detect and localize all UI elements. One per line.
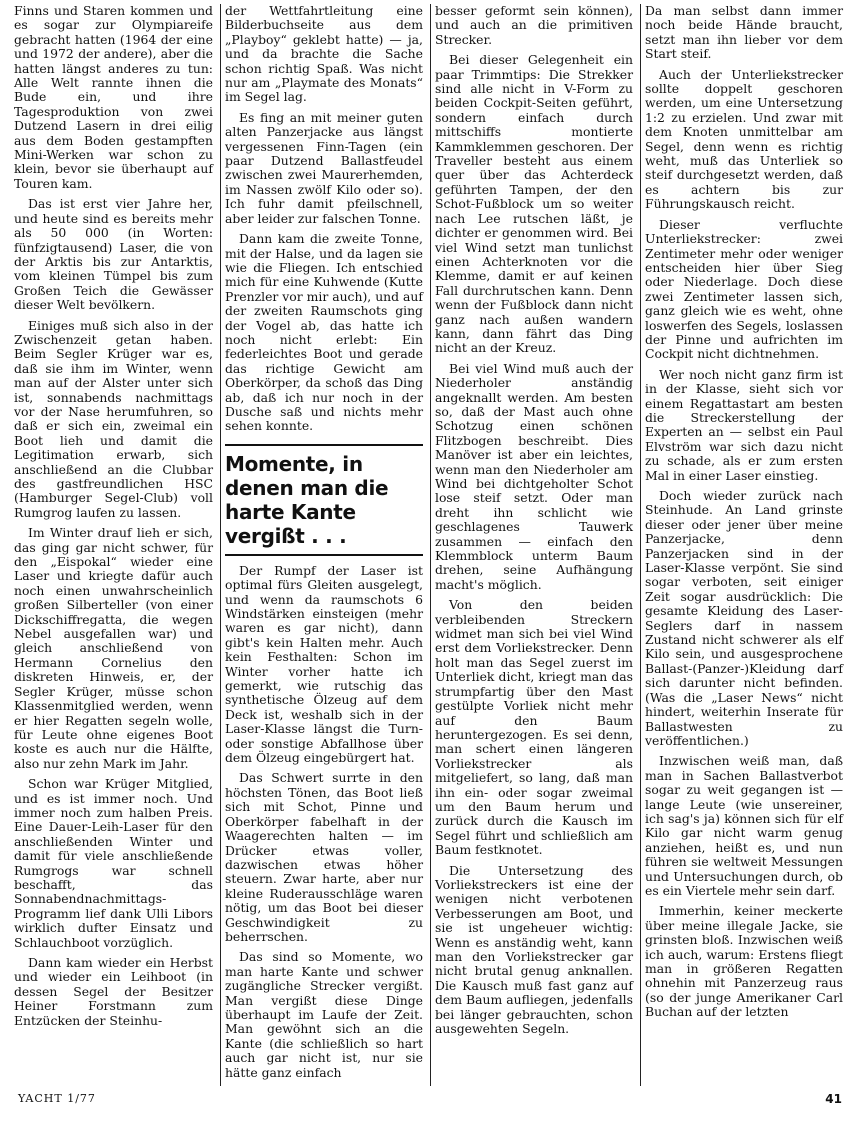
paragraph: der Wettfahrtleitung eine Bilderbuchseite aus dem „Playboy“ geklebt hatte) — ja, und da brachte die Sache schon richtig Spaß. Was nicht nur am „Playmate des Monats“ im Segel lag.	[225, 4, 423, 105]
paragraph: Inzwischen weiß man, daß man in Sachen Ballastverbot sogar zu weit gegangen ist — lange Leute (wie unsereiner, ich sag's ja) können sich für elf Kilo gar nicht warm genug anziehen, heißt es, und nun führen sie weltweit Messungen und Untersuchungen durch, ob es ein Viertele mehr sein darf.	[645, 753, 843, 898]
column-3	[430, 4, 637, 1086]
paragraph: Es fing an mit meiner guten alten Panzerjacke aus längst vergessenen Finn-Tagen (ein paar Dutzend Ballastfeudel zwischen zwei Maurerhemden, im Nassen zwölf Kilo oder so). Ich fuhr damit pfeilschnell, aber leider zur falschen Tonne.	[225, 109, 423, 226]
column-4	[640, 4, 847, 1086]
paragraph: Schon war Krüger Mitglied, und es ist immer noch. Und immer noch zum halben Preis. Eine Dauer-Leih-Laser für den anschließenden Winter und damit für viele anschließende Rumgrogs war schnell beschafft, das Sonnabendnachmittags-Programm lief dank Ulli Libors wirklich dufter Einsatz und Schlauchboot vorzüglich.	[14, 776, 213, 950]
paragraph: Da man selbst dann immer noch beide Hände braucht, setzt man ihn lieber vor dem Start steif.	[645, 4, 843, 62]
paragraph: Im Winter drauf lieh er sich, das ging gar nicht schwer, für den „Eispokal“ wieder eine Laser und kriegte dafür auch noch einen unwahrscheinlich großen Silberteller (von einer Dickschiffregatta, die wegen Nebel ausgefallen war) und gleich anschließend von Hermann Cornelius den diskreten Hinweis, er, der Segler Krüger, müsse schon Klassenmitglied werden, wenn er hier Regatten segeln wolle, für Leute ohne eigenes Boot koste es auch nur die Hälfte, also nur zehn Mark im Jahr.	[14, 525, 213, 771]
paragraph: Dieser verfluchte Unterliekstrecker: zwei Zentimeter mehr oder weniger entscheiden hier über Sieg oder Niederlage. Doch diese zwei Zentimeter lassen sich, ganz gleich wie es weht, ohne loswerfen des Segels, loslassen der Pinne und aufrichten im Cockpit nicht dichtnehmen.	[645, 216, 843, 362]
page-number: 41	[825, 1092, 842, 1106]
paragraph: Immerhin, keiner meckerte über meine illegale Jacke, sie grinsten bloß. Inzwischen weiß ich auch, warum: Erstens fliegt man in größeren Regatten ohnehin mit Panzerzeug raus (so der junge Amerikaner Carl Buchan auf der letzten	[645, 903, 843, 1020]
section-headline	[225, 444, 423, 556]
paragraph: Die Untersetzung des Vorliekstreckers ist eine der wenigen nicht verbotenen Verbesserungen am Boot, und sie ist ungeheuer wichtig: Wenn es anständig weht, kann man den Vorliekstrecker gar nicht brutal genug anknallen. Die Kausch muß fast ganz auf dem Baum aufliegen, jedenfalls bei länger gebrauchten, schon ausgewehten Segeln.	[435, 862, 633, 1037]
paragraph: Bei viel Wind muß auch der Niederholer anständig angeknallt werden. Am besten so, daß der Mast auch ohne Schotzug einen schönen Flitzbogen beschreibt. Dies Manöver ist aber ein leichtes, wenn man den Niederholer am Wind bei dichtgeholter Schot lose steif setzt. Oder man dreht ihn schlicht wie geschlagenes Tauwerk zusammen — einfach den Klemmblock unterm Baum drehen, seine Aufhängung macht's möglich.	[435, 360, 633, 592]
paragraph: Dann kam die zweite Tonne, mit der Halse, und da lagen sie wie die Fliegen. Ich entschied mich für eine Kuhwende (Kutte Prenzler vor mir auch), und auf der zweiten Raumschots ging der Vogel ab, das hatte ich noch nicht erlebt: Ein federleichtes Boot und gerade das richtige Gewicht am Oberkörper, da schoß das Ding ab, daß ich nur noch in der Dusche saß und nichts mehr sehen konnte.	[225, 231, 423, 434]
paragraph: Auch der Unterliekstrecker sollte doppelt geschoren werden, um eine Untersetzung 1:2 zu erzielen. Und zwar mit dem Knoten unmittelbar am Segel, denn wenn es richtig weht, muß das Unterliek so steif durchgesetzt werden, daß es achtern bis zur Führungskausch reicht.	[645, 66, 843, 212]
paragraph: Das sind so Momente, wo man harte Kante und schwer zugängliche Strecker vergißt. Man vergißt diese Dinge überhaupt im Laufe der Zeit. Man gewöhnt sich an die Kante (die schließlich so hart auch gar nicht ist, nur sie hätte ganz einfach	[225, 949, 423, 1080]
paragraph: Wer noch nicht ganz firm ist in der Klasse, sieht sich vor einem Regattastart am besten die Streckerstellung der Experten an — selbst ein Paul Elvström war sich dazu nicht zu schade, als er zum ersten Mal in einer Laser einstieg.	[645, 366, 843, 483]
paragraph: Dann kam wieder ein Herbst und wieder ein Leihboot (in dessen Segel der Besitzer Heiner Forstmann zum Entzücken der Steinhu-	[14, 955, 213, 1028]
paragraph: Doch wieder zurück nach Steinhude. An Land grinste dieser oder jener über meine Panzerjacke, denn Panzerjacken sind in der Laser-Klasse verpönt. Sie sind sogar verboten, seit einiger Zeit sogar ausdrücklich: Die gesamte Kleidung des Laser-Seglers darf in nassem Zustand nicht schwerer als elf Kilo sein, und ausgesprochene Ballast-(Panzer-)Kleidung darf sich darunter nicht befinden. (Was die „Laser News“ nicht hindert, weiterhin Inserate für Ballastwesten zu veröffentlichen.)	[645, 488, 843, 748]
paragraph: Der Rumpf der Laser ist optimal fürs Gleiten ausgelegt, und wenn da raumschots 6 Windstärken einsteigen (mehr waren es gar nicht), dann gibt's kein Halten mehr. Auch kein Festhalten: Schon im Winter vorher hatte ich gemerkt, wie rutschig das synthetische Ölzeug auf dem Deck ist, weshalb sich in der Laser-Klasse längst die Turn- oder sonstige Abfallhose über dem Ölzeug eingebürgert hat.	[225, 562, 423, 766]
paragraph: besser geformt sein können), und auch an die primitiven Strecker.	[435, 4, 633, 47]
paragraph: Einiges muß sich also in der Zwischenzeit getan haben. Beim Segler Krüger war es, daß sie ihm im Winter, wenn man auf der Alster unter sich ist, sonnabends nachmittags vor der Nase herumfuhren, so daß er sich ein, zweimal ein Boot lieh und damit die Legitimation erwarb, sich anschließend an die Clubbar des gastfreundlichen HSC (Hamburger Segel-Club) voll Rumgrog laufen zu lassen.	[14, 317, 213, 520]
paragraph: Bei dieser Gelegenheit ein paar Trimmtips: Die Strekker sind alle nicht in V-Form zu beiden Cockpit-Seiten geführt, sondern einfach durch mittschiffs montierte Kammklemmen geschoren. Der Traveller besteht aus einem quer über das Achterdeck geführten Tampen, der den Schot-Fußblock um so weiter nach Lee rutschen läßt, je dichter er genommen wird. Bei viel Wind setzt man tunlichst einen Achterknoten vor die Klemme, damit er auf keinen Fall durchrutschen kann. Denn wenn der Fußblock dann nicht ganz nach außen wandern kann, dann fährt das Ding nicht an der Kreuz.	[435, 52, 634, 356]
headline-text: Momente, in denen man die harte Kante vergißt . . .	[225, 451, 389, 548]
paragraph: Finns und Staren kommen und es sogar zur Olympiareife gebracht hatten (1964 der eine und 1972 der andere), aber die hatten längst anderes zu tun: Alle Welt rannte ihnen die Bude ein, und ihre Tagesproduktion von zwei Dutzend Lasern in drei eilig aus dem Boden gestampften Mini-Werken war schon zu klein, bevor sie überhaupt auf Touren kam.	[14, 4, 213, 191]
page-footer	[18, 1092, 842, 1112]
paragraph: Von den beiden verbleibenden Streckern widmet man sich bei viel Wind erst dem Vorliekstrecker. Denn holt man das Segel zuerst im Unterliek dicht, kriegt man das strumpfartig über den Mast gestülpte Vorliek nicht mehr auf den Baum heruntergezogen. Es sei denn, man schert einen längeren Vorliekstrecker als mitgeliefert, so lang, daß man ihn ein- oder sogar zweimal um den Baum herum und zurück durch die Kausch im Segel führt und schließlich am Baum festknotet.	[435, 597, 633, 858]
paragraph: Das Schwert surrte in den höchsten Tönen, das Boot ließ sich mit Schot, Pinne und Oberkörper fabelhaft in der Waagerechten halten — im Drücker etwas voller, dazwischen etwas höher steuern. Zwar harte, aber nur kleine Ruderausschläge waren nötig, um das Boot bei dieser Geschwindigkeit zu beherrschen.	[225, 770, 423, 944]
column-2	[220, 4, 427, 1086]
article-page	[10, 4, 848, 1086]
paragraph: Das ist erst vier Jahre her, und heute sind es bereits mehr als 50 000 (in Worten: fünfzigtausend) Laser, die von der Arktis bis zur Antarktis, vom kleinen Tümpel bis zum Großen Teich die Gewässer dieser Welt bevölkern.	[14, 196, 213, 313]
column-1	[10, 4, 217, 1086]
journal-issue: YACHT 1/77	[18, 1092, 96, 1105]
